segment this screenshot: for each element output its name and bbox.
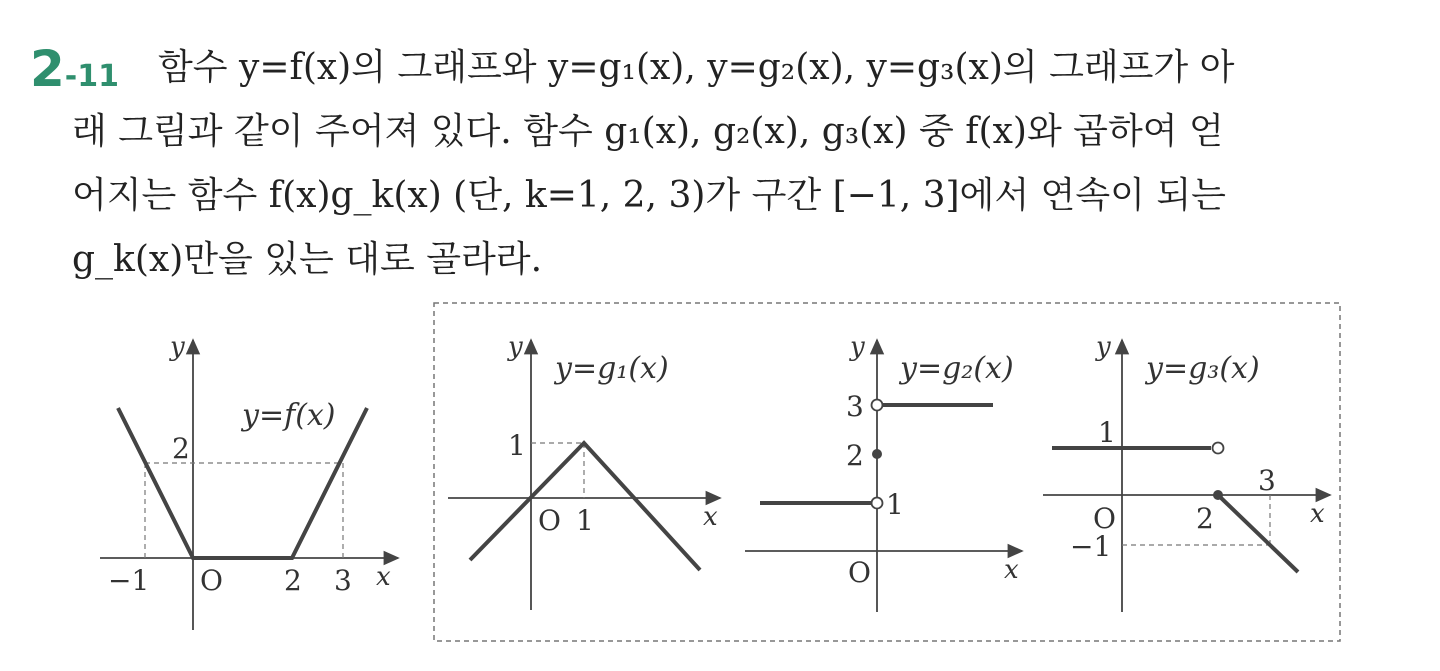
- graph-f: [100, 332, 398, 630]
- graph-g2: [745, 332, 1022, 612]
- f-tick-2: 2: [284, 564, 302, 597]
- g3-origin: O: [1093, 502, 1116, 535]
- g3-label: y=g₃(x): [1146, 351, 1260, 386]
- graph-g1: [448, 332, 720, 610]
- g3-segment-right: [1218, 495, 1298, 572]
- graph-g3: [1043, 332, 1330, 612]
- g1-label: y=g₁(x): [555, 351, 669, 386]
- problem-number-sub: -11: [64, 59, 119, 94]
- g2-y-axis-label: y: [850, 332, 865, 362]
- f-x-axis-label: x: [376, 562, 391, 592]
- g1-tick-x1: 1: [576, 504, 594, 537]
- f-tick-neg1: −1: [108, 564, 150, 597]
- g1-origin: O: [538, 504, 561, 537]
- g2-open-point-1: [872, 498, 883, 509]
- problem-text-line-4: g_k(x)만을 있는 대로 골라라.: [72, 239, 543, 280]
- problem-text-line-2: 래 그림과 같이 주어져 있다. 함수 g₁(x), g₂(x), g₃(x) 중 f(x)와 곱하여 얻: [72, 111, 1224, 152]
- f-origin: O: [200, 564, 223, 597]
- problem-number-main: 2: [30, 40, 65, 98]
- g3-open-point: [1213, 443, 1224, 454]
- f-label: y=f(x): [242, 398, 336, 433]
- g3-closed-point: [1213, 490, 1223, 500]
- g2-x-axis-label: x: [1004, 555, 1019, 585]
- g1-y-axis-label: y: [508, 332, 523, 362]
- f-y-axis-label: y: [170, 332, 185, 362]
- g2-tick-y1: 1: [886, 488, 904, 521]
- g3-tick-neg1: −1: [1070, 530, 1112, 563]
- f-tick-3: 3: [334, 564, 352, 597]
- g2-tick-y3: 3: [846, 390, 864, 423]
- problem-text-line-3: 어지는 함수 f(x)g_k(x) (단, k=1, 2, 3)가 구간 [−1, 3]에서 연속이 되는: [72, 175, 1226, 216]
- g2-origin: O: [848, 556, 871, 589]
- g1-x-axis-label: x: [703, 502, 718, 532]
- g2-label: y=g₂(x): [900, 351, 1014, 386]
- g3-tick-y1: 1: [1098, 416, 1116, 449]
- g3-tick-2: 2: [1196, 502, 1214, 535]
- problem-text-line-1: 함수 y=f(x)의 그래프와 y=g₁(x), y=g₂(x), y=g₃(x)의 그래프가 아: [158, 47, 1235, 88]
- g3-tick-3: 3: [1258, 464, 1276, 497]
- g3-x-axis-label: x: [1310, 499, 1325, 529]
- g2-tick-y2: 2: [846, 439, 864, 472]
- g2-closed-point-2: [872, 449, 882, 459]
- f-tick-y2: 2: [172, 432, 190, 465]
- g3-y-axis-label: y: [1096, 332, 1111, 362]
- g1-tick-y1: 1: [508, 429, 526, 462]
- g2-open-point-3: [872, 400, 883, 411]
